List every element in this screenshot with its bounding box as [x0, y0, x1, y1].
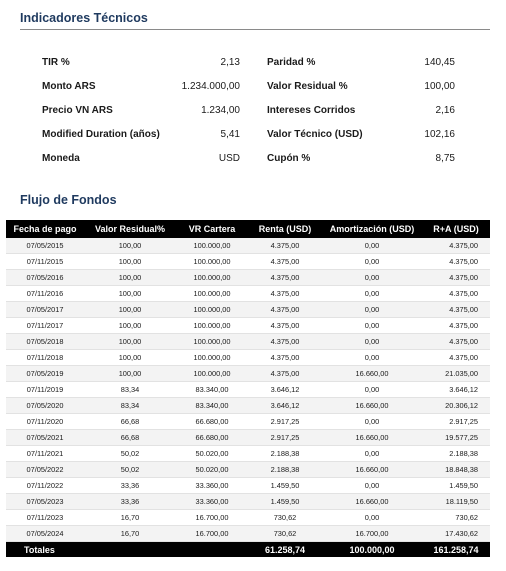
table-row: [6, 366, 490, 382]
table-row: [6, 478, 490, 494]
cell-amortizacion: 16.660,00: [322, 366, 422, 382]
indicators-title: Indicadores Técnicos: [20, 11, 148, 25]
cell-valor-residual: 16,70: [84, 526, 176, 542]
cell-amortizacion: 0,00: [322, 302, 422, 318]
cell-ra: 4.375,00: [422, 286, 490, 302]
cell-ra: 4.375,00: [422, 270, 490, 286]
cell-amortizacion: 16.660,00: [322, 430, 422, 446]
indicator-value: 5,41: [220, 129, 240, 140]
cell-valor-residual: 66,68: [84, 430, 176, 446]
cell-fecha: 07/05/2018: [6, 334, 84, 350]
cell-renta: 3.646,12: [248, 398, 322, 414]
cell-vr-cartera: 100.000,00: [176, 350, 248, 366]
cell-renta: 2.188,38: [248, 462, 322, 478]
cell-vr-cartera: 100.000,00: [176, 366, 248, 382]
cell-valor-residual: 50,02: [84, 462, 176, 478]
cell-vr-cartera: 16.700,00: [176, 510, 248, 526]
cashflow-table: [6, 220, 490, 557]
cell-valor-residual: 83,34: [84, 382, 176, 398]
cell-amortizacion: 0,00: [322, 350, 422, 366]
cell-amortizacion: 0,00: [322, 446, 422, 462]
cell-amortizacion: 0,00: [322, 382, 422, 398]
cell-fecha: 07/11/2016: [6, 286, 84, 302]
cell-fecha: 07/11/2021: [6, 446, 84, 462]
cell-vr-cartera: 100.000,00: [176, 254, 248, 270]
cell-vr-cartera: 83.340,00: [176, 398, 248, 414]
cell-ra: 4.375,00: [422, 302, 490, 318]
table-row: [6, 318, 490, 334]
col-fecha-de-pago: Fecha de pago: [6, 220, 84, 238]
table-row: [6, 302, 490, 318]
cell-amortizacion: 0,00: [322, 238, 422, 254]
cell-ra: 4.375,00: [422, 334, 490, 350]
indicator-row: [0, 128, 506, 142]
cell-amortizacion: 0,00: [322, 478, 422, 494]
table-row: [6, 526, 490, 542]
table-row: [6, 334, 490, 350]
indicator-label: Precio VN ARS: [42, 105, 113, 116]
cell-vr-cartera: 100.000,00: [176, 286, 248, 302]
table-row: [6, 238, 490, 254]
cell-valor-residual: 33,36: [84, 478, 176, 494]
indicator-label: Intereses Corridos: [267, 105, 356, 116]
cell-renta: 4.375,00: [248, 302, 322, 318]
cell-valor-residual: 50,02: [84, 446, 176, 462]
cell-valor-residual: 100,00: [84, 254, 176, 270]
indicator-label: TIR %: [42, 57, 70, 68]
cell-ra: 21.035,00: [422, 366, 490, 382]
cell-fecha: 07/11/2015: [6, 254, 84, 270]
table-row: [6, 350, 490, 366]
cell-fecha: 07/05/2015: [6, 238, 84, 254]
indicator-value: 8,75: [435, 153, 455, 164]
cell-renta: 4.375,00: [248, 270, 322, 286]
cell-fecha: 07/05/2020: [6, 398, 84, 414]
cell-fecha: 07/05/2019: [6, 366, 84, 382]
cell-vr-cartera: 33.360,00: [176, 478, 248, 494]
cell-renta: 4.375,00: [248, 334, 322, 350]
cell-valor-residual: 16,70: [84, 510, 176, 526]
cell-valor-residual: 100,00: [84, 350, 176, 366]
cell-amortizacion: 0,00: [322, 286, 422, 302]
indicator-label: Monto ARS: [42, 81, 96, 92]
cell-renta: 3.646,12: [248, 382, 322, 398]
indicator-label: Valor Residual %: [267, 81, 348, 92]
indicator-value: USD: [218, 153, 240, 164]
cell-ra: 4.375,00: [422, 238, 490, 254]
indicator-label: Cupón %: [267, 153, 311, 164]
indicator-row: [0, 56, 506, 70]
cell-fecha: 07/05/2023: [6, 494, 84, 510]
cell-ra: 17.430,62: [422, 526, 490, 542]
cell-amortizacion: 0,00: [322, 334, 422, 350]
indicator-value: 140,45: [424, 57, 455, 68]
indicator-value: 1.234.000,00: [181, 81, 240, 92]
indicator-label: Valor Técnico (USD): [267, 129, 363, 140]
indicator-label: Paridad %: [267, 57, 316, 68]
cell-vr-cartera: 83.340,00: [176, 382, 248, 398]
table-row: [6, 510, 490, 526]
cell-renta: 730,62: [248, 526, 322, 542]
cell-fecha: 07/05/2017: [6, 302, 84, 318]
indicator-value: 100,00: [424, 81, 455, 92]
totals-amortizacion: 100.000,00: [322, 542, 422, 558]
cashflow-title: Flujo de Fondos: [20, 193, 117, 207]
indicator-row: [0, 104, 506, 118]
indicator-value: 102,16: [424, 129, 455, 140]
table-row: [6, 382, 490, 398]
cell-renta: 4.375,00: [248, 350, 322, 366]
indicator-row: [0, 152, 506, 166]
cell-fecha: 07/05/2016: [6, 270, 84, 286]
cell-renta: 1.459,50: [248, 494, 322, 510]
cell-valor-residual: 83,34: [84, 398, 176, 414]
cell-amortizacion: 16.700,00: [322, 526, 422, 542]
indicators-divider: [20, 29, 490, 30]
cell-ra: 2.917,25: [422, 414, 490, 430]
cell-amortizacion: 16.660,00: [322, 462, 422, 478]
cell-ra: 4.375,00: [422, 318, 490, 334]
cell-ra: 1.459,50: [422, 478, 490, 494]
table-row: [6, 414, 490, 430]
cell-vr-cartera: 66.680,00: [176, 414, 248, 430]
cell-renta: 4.375,00: [248, 254, 322, 270]
cell-renta: 1.459,50: [248, 478, 322, 494]
cell-valor-residual: 100,00: [84, 238, 176, 254]
cell-renta: 2.917,25: [248, 414, 322, 430]
indicator-row: [0, 80, 506, 94]
cell-ra: 18.119,50: [422, 494, 490, 510]
cell-ra: 18.848,38: [422, 462, 490, 478]
cell-vr-cartera: 100.000,00: [176, 318, 248, 334]
indicator-label: Modified Duration (años): [42, 129, 160, 140]
cell-fecha: 07/11/2018: [6, 350, 84, 366]
cell-valor-residual: 66,68: [84, 414, 176, 430]
table-row: [6, 446, 490, 462]
totals-ra: 161.258,74: [422, 542, 490, 558]
cell-fecha: 07/05/2022: [6, 462, 84, 478]
cell-ra: 730,62: [422, 510, 490, 526]
cell-amortizacion: 0,00: [322, 254, 422, 270]
indicator-value: 2,16: [435, 105, 455, 116]
cell-fecha: 07/05/2024: [6, 526, 84, 542]
cell-ra: 20.306,12: [422, 398, 490, 414]
indicator-label: Moneda: [42, 153, 80, 164]
table-row: [6, 494, 490, 510]
cell-renta: 2.188,38: [248, 446, 322, 462]
table-row: [6, 398, 490, 414]
table-row: [6, 254, 490, 270]
indicator-value: 1.234,00: [201, 105, 240, 116]
cell-ra: 19.577,25: [422, 430, 490, 446]
cell-fecha: 07/11/2019: [6, 382, 84, 398]
cell-fecha: 07/05/2021: [6, 430, 84, 446]
cell-fecha: 07/11/2023: [6, 510, 84, 526]
cell-fecha: 07/11/2017: [6, 318, 84, 334]
col-amortizacion: Amortización (USD): [322, 220, 422, 238]
cashflow-body: [6, 238, 490, 542]
cell-renta: 4.375,00: [248, 318, 322, 334]
cell-amortizacion: 0,00: [322, 510, 422, 526]
cell-renta: 4.375,00: [248, 238, 322, 254]
cell-valor-residual: 100,00: [84, 318, 176, 334]
cell-renta: 2.917,25: [248, 430, 322, 446]
table-row: [6, 430, 490, 446]
cell-renta: 4.375,00: [248, 366, 322, 382]
cell-valor-residual: 100,00: [84, 302, 176, 318]
indicator-value: 2,13: [220, 57, 240, 68]
cell-vr-cartera: 66.680,00: [176, 430, 248, 446]
cell-vr-cartera: 16.700,00: [176, 526, 248, 542]
cell-vr-cartera: 50.020,00: [176, 446, 248, 462]
col-valor-residual: Valor Residual%: [84, 220, 176, 238]
cell-amortizacion: 0,00: [322, 414, 422, 430]
col-ra: R+A (USD): [422, 220, 490, 238]
cashflow-header-row: [6, 220, 490, 238]
col-renta: Renta (USD): [248, 220, 322, 238]
cell-valor-residual: 100,00: [84, 286, 176, 302]
cell-renta: 730,62: [248, 510, 322, 526]
totals-label: Totales: [6, 542, 248, 558]
cell-valor-residual: 33,36: [84, 494, 176, 510]
cell-vr-cartera: 100.000,00: [176, 302, 248, 318]
cell-amortizacion: 16.660,00: [322, 494, 422, 510]
cell-ra: 2.188,38: [422, 446, 490, 462]
cell-fecha: 07/11/2020: [6, 414, 84, 430]
table-row: [6, 286, 490, 302]
cell-vr-cartera: 100.000,00: [176, 334, 248, 350]
cell-vr-cartera: 50.020,00: [176, 462, 248, 478]
cell-ra: 4.375,00: [422, 350, 490, 366]
cell-amortizacion: 0,00: [322, 270, 422, 286]
cell-renta: 4.375,00: [248, 286, 322, 302]
table-row: [6, 270, 490, 286]
cell-valor-residual: 100,00: [84, 334, 176, 350]
cell-vr-cartera: 100.000,00: [176, 270, 248, 286]
cell-ra: 4.375,00: [422, 254, 490, 270]
cell-ra: 3.646,12: [422, 382, 490, 398]
col-vr-cartera: VR Cartera: [176, 220, 248, 238]
cell-valor-residual: 100,00: [84, 366, 176, 382]
table-row: [6, 462, 490, 478]
totals-renta: 61.258,74: [248, 542, 322, 558]
cell-vr-cartera: 33.360,00: [176, 494, 248, 510]
cell-vr-cartera: 100.000,00: [176, 238, 248, 254]
cell-amortizacion: 16.660,00: [322, 398, 422, 414]
cell-valor-residual: 100,00: [84, 270, 176, 286]
cell-fecha: 07/11/2022: [6, 478, 84, 494]
cell-amortizacion: 0,00: [322, 318, 422, 334]
totals-row: [6, 542, 490, 558]
